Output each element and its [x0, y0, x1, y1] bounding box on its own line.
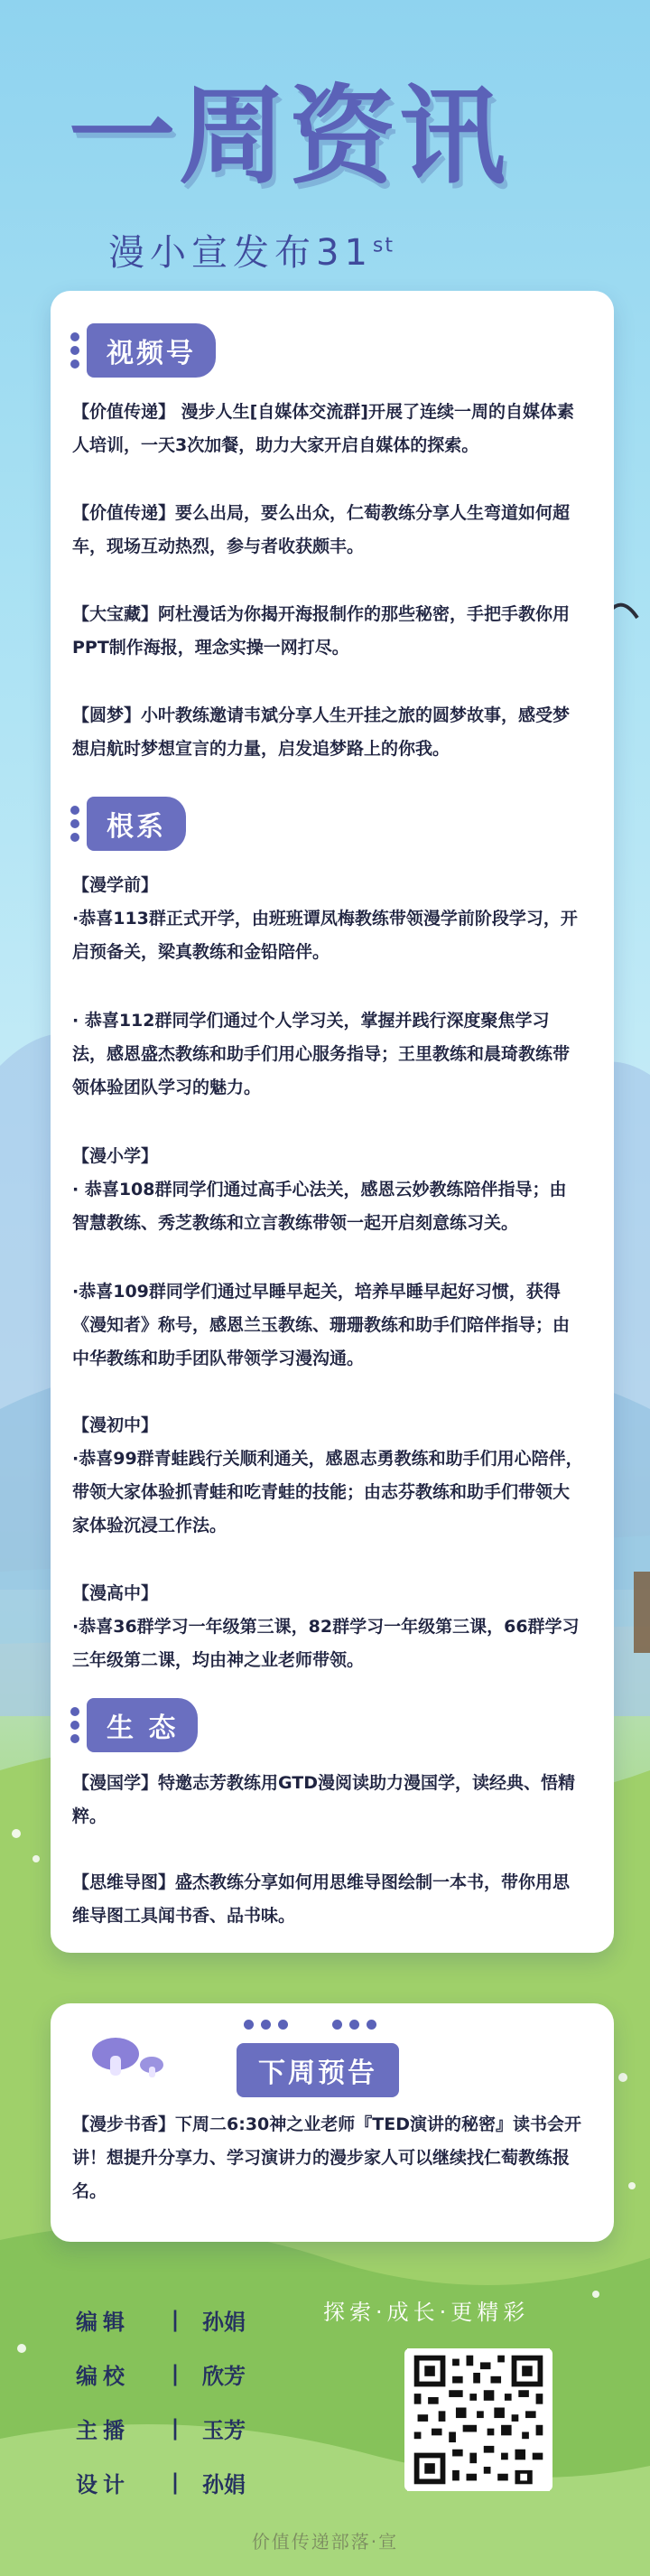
slogan: 探索·成长·更精彩	[323, 2300, 530, 2325]
section-header-roots	[70, 797, 186, 851]
section-label: 生 态	[87, 1698, 198, 1752]
page-title: 一周资讯	[69, 74, 510, 199]
credit-name: 欣芳	[202, 2363, 246, 2389]
bullet-dots-icon	[70, 1707, 79, 1743]
section-header-ecology	[70, 1698, 198, 1752]
credit-row	[76, 2292, 246, 2347]
credit-separator: |	[171, 2307, 180, 2332]
credit-name: 孙娟	[202, 2309, 246, 2335]
news-item: · 恭喜112群同学们通过个人学习关，掌握并践行深度聚焦学习法，感恩盛杰教练和助手们用心服务指导；王里教练和晨琦教练带领体验团队学习的魅力。	[72, 1011, 571, 1097]
credit-role: 编校	[76, 2363, 130, 2389]
decor-dots-icon	[332, 2020, 376, 2030]
credit-name: 孙娟	[202, 2471, 246, 2497]
next-week-text: 【漫步书香】下周二6:30神之业老师『TED演讲的秘密』读书会开讲！想提升分享力、学习演讲力的漫步家人可以继续找仁萄教练报名。	[72, 2114, 581, 2201]
next-week-label: 下周预告	[237, 2043, 399, 2097]
bullet-dots-icon	[70, 806, 79, 842]
news-item: 【漫小学】 · 恭喜108群同学们通过高手心法关，感恩云妙教练陪伴指导；由智慧教练、秀芝教练和立言教练带领一起开启刻意练习关。	[72, 1146, 567, 1233]
bullet-dots-icon	[70, 332, 79, 369]
credit-role: 设计	[76, 2471, 130, 2497]
qr-code-icon	[404, 2348, 552, 2491]
credit-separator: |	[171, 2415, 180, 2441]
news-item: 【漫国学】特邀志芳教练用GTD漫阅读助力漫国学，读经典、悟精粹。	[72, 1773, 575, 1826]
credits	[76, 2292, 246, 2509]
news-item: 【漫高中】 ·恭喜36群学习一年级第三课，82群学习一年级第三课，66群学习三年级第二课，均由神之业老师带领。	[72, 1583, 580, 1670]
credit-role: 主播	[76, 2417, 130, 2443]
credit-role: 编辑	[76, 2309, 130, 2335]
section-label: 根系	[87, 797, 186, 851]
footer-text: 价值传递部落·宣	[251, 2531, 399, 2553]
credit-name: 玉芳	[202, 2417, 246, 2443]
qr-code[interactable]	[404, 2348, 552, 2491]
credit-separator: |	[171, 2361, 180, 2386]
news-item: 【漫学前】 ·恭喜113群正式开学，由班班谭凤梅教练带领漫学前阶段学习，开启预备关，梁真教练和金铅陪伴。	[72, 875, 578, 962]
page-subtitle	[108, 224, 395, 275]
news-item: 【价值传递】要么出局，要么出众，仁萄教练分享人生弯道如何超车，现场互动热烈，参与者收获颇丰。	[72, 503, 571, 556]
decor-dots-icon	[244, 2020, 288, 2030]
section-label: 视频号	[87, 323, 216, 378]
news-item: 【漫初中】 ·恭喜99群青蛙践行关顺利通关，感恩志勇教练和助手们用心陪伴，带领大家体验抓青蛙和吃青蛙的技能；由志芬教练和助手们带领大家体验沉浸工作法。	[72, 1415, 583, 1535]
subtitle-suffix: st	[372, 234, 395, 257]
section-header-video	[70, 323, 216, 378]
news-item: 【大宝藏】阿杜漫话为你揭开海报制作的那些秘密，手把手教你用PPT制作海报，理念实操一网打尽。	[72, 604, 571, 658]
news-item: 【圆梦】小叶教练邀请韦斌分享人生开挂之旅的圆梦故事，感受梦想启航时梦想宣言的力量，启发追梦路上的你我。	[72, 705, 571, 759]
credit-row	[76, 2347, 246, 2401]
credit-separator: |	[171, 2469, 180, 2495]
credit-row	[76, 2455, 246, 2509]
news-item: 【思维导图】盛杰教练分享如何用思维导图绘制一本书，带你用思维导图工具闻书香、品书味。	[72, 1872, 571, 1926]
credit-row	[76, 2401, 246, 2455]
news-item: 【价值传递】 漫步人生[自媒体交流群]开展了连续一周的自媒体素人培训，一天3次加餐，助力大家开启自媒体的探索。	[72, 402, 574, 455]
subtitle-text: 漫小宣发布31	[108, 232, 373, 274]
news-item: ·恭喜109群同学们通过早睡早起关，培养早睡早起好习惯，获得《漫知者》称号，感恩兰玉教练、珊珊教练和助手们陪伴指导；由中华教练和助手团队带领学习漫沟通。	[72, 1282, 571, 1368]
mushroom-icon	[87, 2032, 168, 2086]
